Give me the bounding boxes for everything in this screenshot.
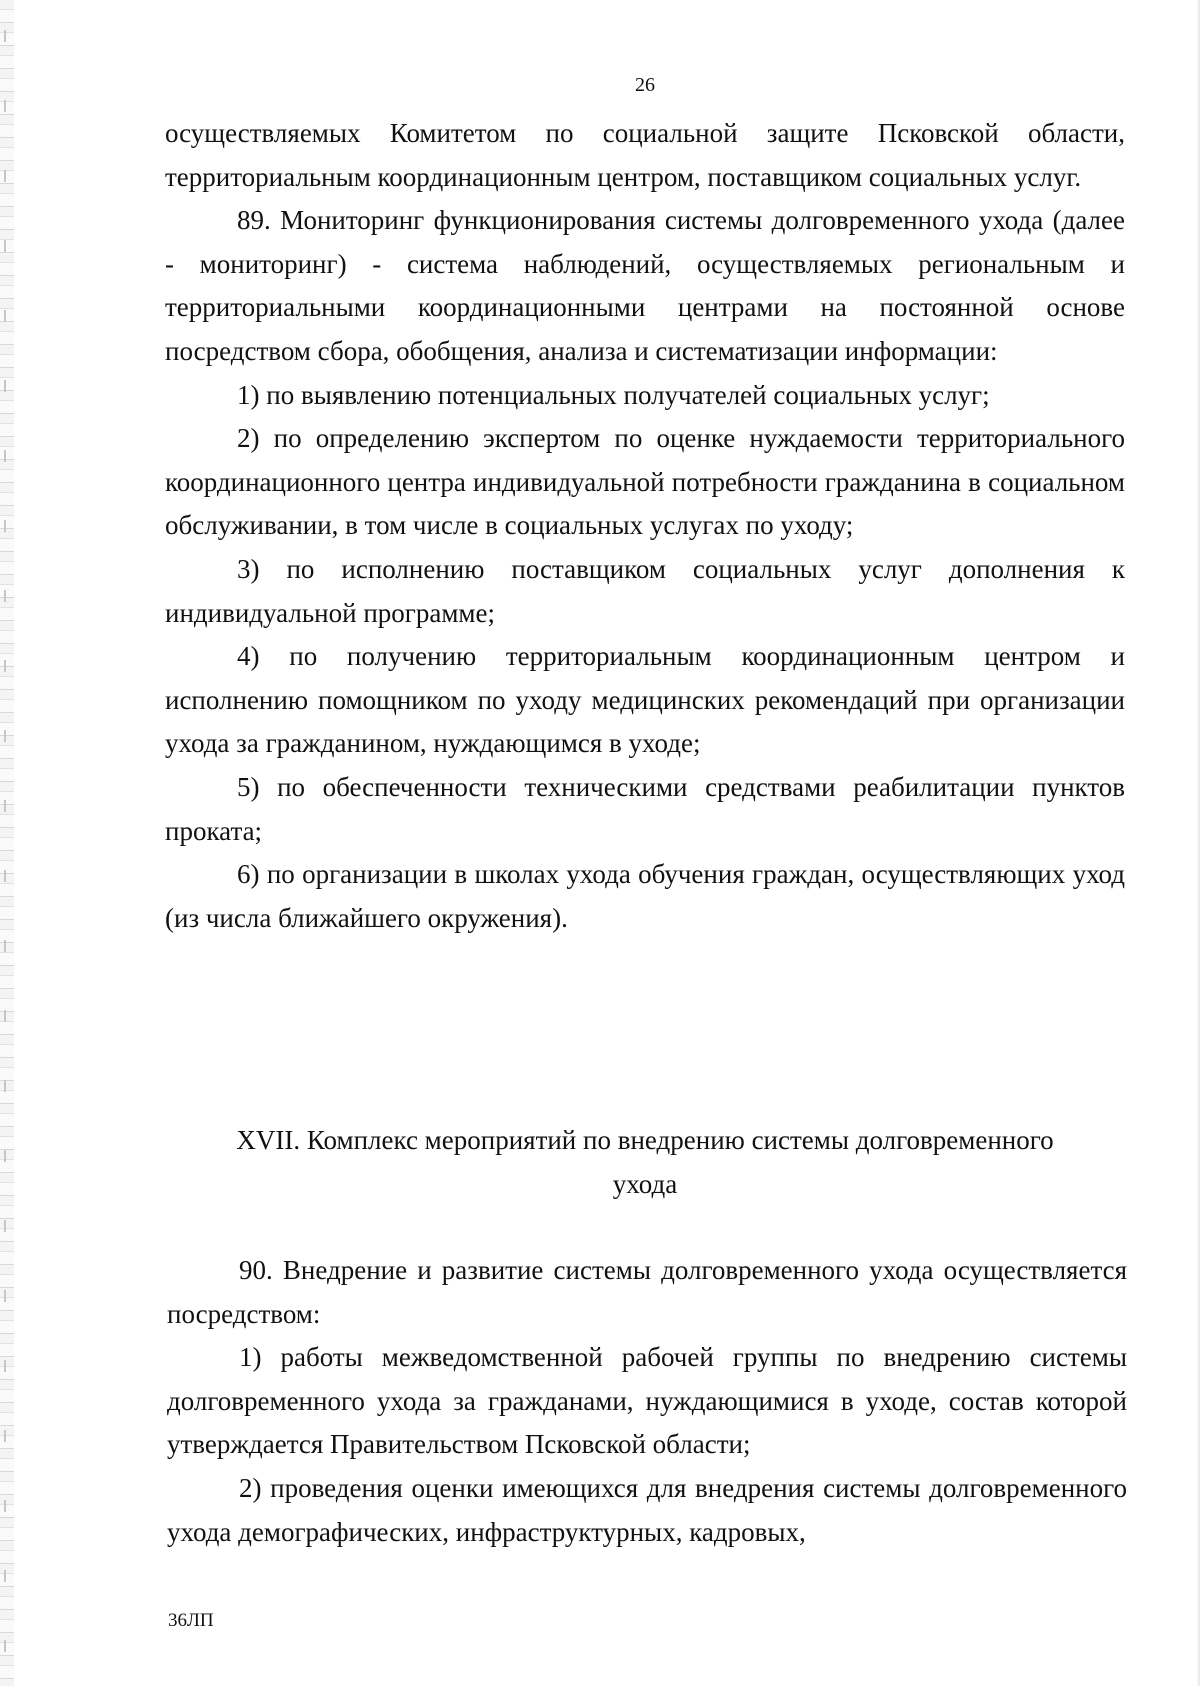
- paragraph-90: 90. Внедрение и развитие системы долговременного ухода осуществляется посредством:: [167, 1255, 1127, 1329]
- list-item-3: 3) по исполнению поставщиком социальных услуг дополнения к индивидуальной программе;: [165, 553, 1125, 628]
- scan-edge-right: [1196, 0, 1200, 1686]
- section-heading-line-1: XVII. Комплекс мероприятий по внедрению системы долговременного: [236, 1125, 1054, 1155]
- paragraph-89: 89. Мониторинг функционирования системы долговременного ухода (далее - мониторинг) - система наблюдений, осуществляемых региональным и территориальными координационными центрами на постоянной основе посредством сбора, обобщения, анализа и систематизации информации:: [165, 205, 1125, 366]
- list-item-4: 4) по получению территориальным координационным центром и исполнению помощником по уходу медицинских рекомендаций при организации ухода за гражданином, нуждающимся в уходе;: [165, 641, 1125, 759]
- scan-edge-left: [0, 0, 14, 1686]
- list-item-6: 6) по организации в школах ухода обучения граждан, осуществляющих уход (из числа ближайшего окружения).: [165, 859, 1125, 933]
- page-number: 26: [635, 74, 655, 96]
- list-item-2: 2) по определению экспертом по оценке нуждаемости территориального координационного центра индивидуальной потребности гражданина в социальном обслуживании, в том числе в социальных услугах по уходу;: [165, 423, 1125, 541]
- list-item-1: 1) по выявлению потенциальных получателей социальных услуг;: [237, 379, 990, 410]
- section-heading: [165, 1119, 1125, 1206]
- list-item-90-2: 2) проведения оценки имеющихся для внедрения системы долговременного ухода демографических, инфраструктурных, кадровых,: [167, 1472, 1127, 1547]
- list-item-90-1: 1) работы межведомственной рабочей группы по внедрению системы долговременного ухода за гражданами, нуждающимися в уходе, состав которой утверждается Правительством Псковской области;: [167, 1342, 1127, 1460]
- footer-document-code: 36ЛП: [168, 1610, 214, 1631]
- paragraph-continuation: осуществляемых Комитетом по социальной защите Псковской области, территориальным координационным центром, поставщиком социальных услуг.: [165, 118, 1125, 192]
- section-heading-line-2: ухода: [612, 1168, 678, 1199]
- body-text-upper: [165, 112, 1125, 940]
- list-item-5: 5) по обеспеченности техническими средствами реабилитации пунктов проката;: [165, 771, 1125, 846]
- body-text-lower: [167, 1249, 1127, 1554]
